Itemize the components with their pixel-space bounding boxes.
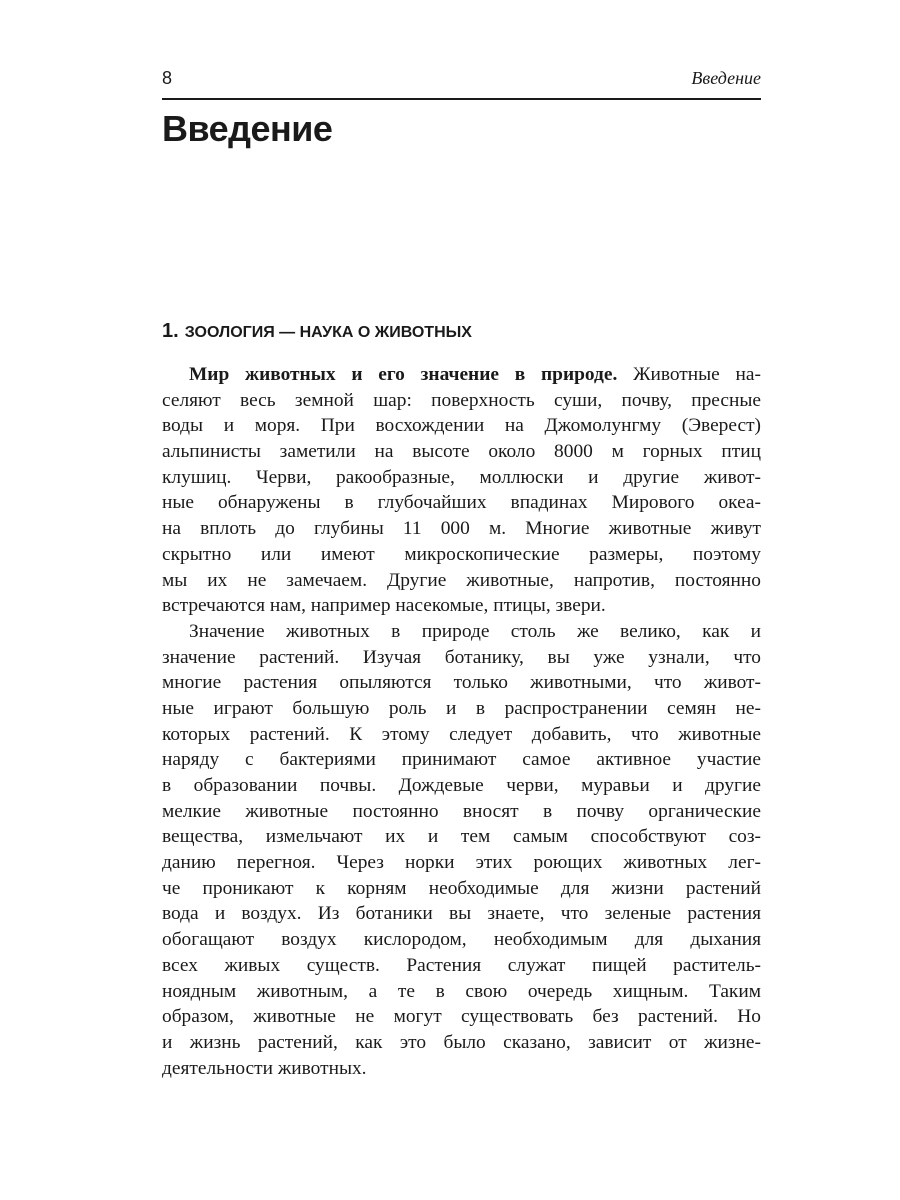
text-line: мы их не замечаем. Другие животные, напротив, постоянно xyxy=(162,569,761,591)
text-run: Животные на- xyxy=(617,364,761,385)
text-line: скрытно или имеют микроскопические размеры, поэтому xyxy=(162,543,761,565)
section-number: 1. xyxy=(162,320,179,342)
text-line: че проникают к корням необходимые для жизни растений xyxy=(162,877,761,899)
text-line: ные обнаружены в глубочайших впадинах Мирового океа- xyxy=(162,492,761,514)
text-line: на вплоть до глубины 11 000 м. Многие животные живут xyxy=(162,518,761,540)
text-line xyxy=(162,362,761,388)
text-line: вода и воздух. Из ботаники вы знаете, что зеленые растения xyxy=(162,903,761,925)
text-line: данию перегноя. Через норки этих роющих животных лег- xyxy=(162,852,761,874)
paragraph-lead: Мир животных и его значение в природе. xyxy=(189,364,618,385)
paragraph-2 xyxy=(162,619,761,1081)
text-line: Значение животных в природе столь же велико, как и xyxy=(189,620,761,642)
text-line: клушиц. Черви, ракообразные, моллюски и другие живот- xyxy=(162,466,761,488)
text-line: наряду с бактериями принимают самое активное участие xyxy=(162,749,761,771)
text-line: воды и моря. При восхождении на Джомолунгму (Эверест) xyxy=(162,415,761,437)
section-heading xyxy=(162,316,472,344)
text-line: вещества, измельчают их и тем самым способствуют соз- xyxy=(162,826,761,848)
text-line: ноядным животным, а те в свою очередь хищным. Таким xyxy=(162,980,761,1002)
text-line: образом, животные не могут существовать без растений. Но xyxy=(162,1006,761,1028)
text-line: деятельности животных. xyxy=(162,1057,367,1079)
body-text xyxy=(162,362,761,1081)
text-line: селяют весь земной шар: поверхность суши, почву, пресные xyxy=(162,389,761,411)
running-head xyxy=(162,66,761,90)
running-title: Введение xyxy=(691,68,761,88)
text-line: в образовании почвы. Дождевые черви, муравьи и другие xyxy=(162,775,761,796)
chapter-title: Введение xyxy=(162,108,333,149)
text-line: встречаются нам, например насекомые, птицы, звери. xyxy=(162,595,606,617)
text-line: ные играют большую роль и в распространении семян не- xyxy=(162,697,761,719)
section-title: ЗООЛОГИЯ — НАУКА О ЖИВОТНЫХ xyxy=(184,324,472,341)
page-number: 8 xyxy=(162,68,173,88)
text-line: альпинисты заметили на высоте около 8000 м горных птиц xyxy=(162,441,761,463)
text-line: и жизнь растений, как это было сказано, зависит от жизне- xyxy=(162,1031,761,1053)
text-line: многие растения опыляются только животными, что живот- xyxy=(162,672,761,694)
text-line: которых растений. К этому следует добавить, что животные xyxy=(162,723,761,745)
header-rule xyxy=(162,98,761,100)
text-line: обогащают воздух кислородом, необходимым для дыхания xyxy=(162,929,761,951)
text-line: значение растений. Изучая ботанику, вы уже узнали, что xyxy=(162,646,761,668)
text-line: мелкие животные постоянно вносят в почву органические xyxy=(162,800,761,822)
text-line: всех живых существ. Растения служат пищей раститель- xyxy=(162,954,761,976)
paragraph-1 xyxy=(162,362,761,619)
